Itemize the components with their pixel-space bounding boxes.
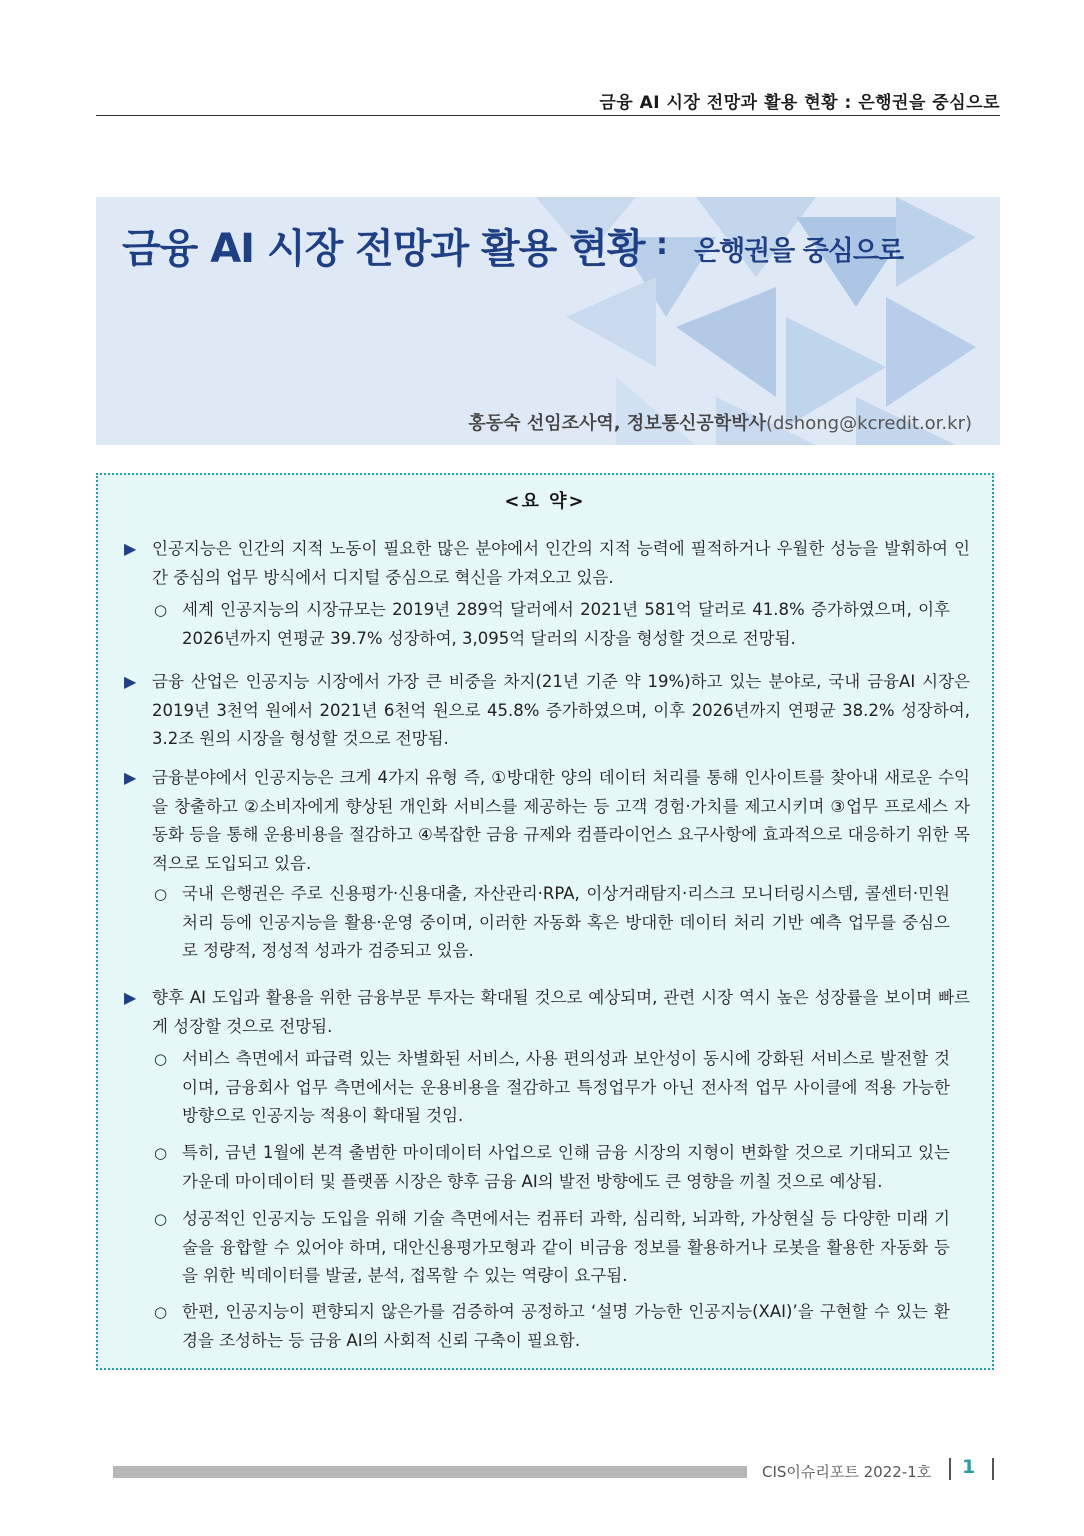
circle-bullet-icon: ○ — [154, 1210, 168, 1228]
running-header: 금융 AI 시장 전망과 활용 현황 : 은행권을 중심으로 — [96, 86, 1000, 116]
summary-sub-item — [154, 596, 950, 653]
bullet-text: 향후 AI 도입과 활용을 위한 금융부문 투자는 확대될 것으로 예상되며, 관련 시장 역시 높은 성장률을 보이며 빠르게 성장할 것으로 전망됨. — [152, 988, 970, 1036]
summary-sub-item — [154, 880, 950, 966]
triangle-bullet-icon: ▶ — [124, 672, 137, 691]
circle-bullet-icon: ○ — [154, 885, 168, 903]
sub-item-text: 한편, 인공지능이 편향되지 않은가를 검증하여 공정하고 ‘설명 가능한 인공지능(XAI)’을 구현할 수 있는 환경을 조성하는 등 금융 AI의 사회적 신뢰 구축이 필요함. — [182, 1302, 950, 1350]
author-line — [468, 409, 972, 435]
triangle-bullet-icon: ▶ — [124, 539, 137, 558]
summary-sub-item — [154, 1045, 950, 1131]
triangle-bullet-icon: ▶ — [124, 988, 137, 1007]
summary-bullet — [124, 984, 970, 1041]
author-email: (dshong@kcredit.or.kr) — [765, 413, 972, 434]
summary-sub-item — [154, 1205, 950, 1291]
title-separator: : — [656, 227, 668, 262]
summary-bullet — [124, 764, 970, 878]
circle-bullet-icon: ○ — [154, 1050, 168, 1068]
summary-sub-item — [154, 1139, 950, 1196]
bullet-text: 인공지능은 인간의 지적 노동이 필요한 많은 분야에서 인간의 지적 능력에 필적하거나 우월한 성능을 발휘하여 인간 중심의 업무 방식에서 디지털 중심으로 혁신을 가져오고 있음. — [152, 539, 970, 587]
footer-divider — [992, 1458, 994, 1480]
summary-sub-item — [154, 1298, 950, 1355]
document-subtitle: 은행권을 중심으로 — [694, 236, 904, 267]
sub-item-text: 세계 인공지능의 시장규모는 2019년 289억 달러에서 2021년 581억 달러로 41.8% 증가하였으며, 이후 2026년까지 연평균 39.7% 성장하여, 3,095억 달러의 시장을 형성할 것으로 전망됨. — [182, 600, 950, 648]
summary-bullet — [124, 535, 970, 592]
sub-item-text: 성공적인 인공지능 도입을 위해 기술 측면에서는 컴퓨터 과학, 심리학, 뇌과학, 가상현실 등 다양한 미래 기술을 융합할 수 있어야 하며, 대안신용평가모형과 같이 비금융 정보를 활용하거나 로봇을 활용한 자동화 등을 위한 빅데이터를 발굴, 분석, 접목할 수 있는 역량이 요구됨. — [182, 1209, 950, 1285]
triangle-bullet-icon: ▶ — [124, 768, 137, 787]
circle-bullet-icon: ○ — [154, 601, 168, 619]
author-name: 홍동숙 선임조사역, 정보통신공학박사 — [468, 413, 766, 434]
circle-bullet-icon: ○ — [154, 1144, 168, 1162]
sub-item-text: 특히, 금년 1월에 본격 출범한 마이데이터 사업으로 인해 금융 시장의 지형이 변화할 것으로 기대되고 있는 가운데 마이데이터 및 플랫폼 시장은 향후 금융 AI의 발전 방향에도 큰 영향을 끼칠 것으로 예상됨. — [182, 1143, 950, 1191]
title-banner — [96, 197, 1000, 445]
summary-bullet — [124, 668, 970, 754]
summary-heading: <요 약> — [504, 491, 586, 512]
circle-bullet-icon: ○ — [154, 1303, 168, 1321]
bullet-text: 금융 산업은 인공지능 시장에서 가장 큰 비중을 차지(21년 기준 약 19%)하고 있는 분야로, 국내 금융AI 시장은 2019년 3천억 원에서 2021년 6천억 원으로 45.8% 증가하였으며, 이후 2026년까지 연평균 38.2% 성장하여, 3.2조 원의 시장을 형성할 것으로 전망됨. — [152, 672, 970, 748]
sub-item-text: 서비스 측면에서 파급력 있는 차별화된 서비스, 사용 편의성과 보안성이 동시에 강화된 서비스로 발전할 것이며, 금융회사 업무 측면에서는 운용비용을 절감하고 특정업무가 아닌 전사적 업무 사이클에 적용 가능한 방향으로 인공지능 적용이 확대될 것임. — [182, 1049, 950, 1125]
summary-box — [96, 473, 994, 1370]
page-number: 1 — [962, 1456, 976, 1478]
sub-item-text: 국내 은행권은 주로 신용평가·신용대출, 자산관리·RPA, 이상거래탐지·리스크 모니터링시스템, 콜센터·민원처리 등에 인공지능을 활용·운영 중이며, 이러한 자동화 혹은 방대한 데이터 처리 기반 예측 업무를 중심으로 정량적, 정성적 성과가 검증되고 있음. — [182, 884, 950, 960]
document-title: 금융 AI 시장 전망과 활용 현황 — [122, 226, 645, 272]
footer-publication: CIS이슈리포트 2022-1호 — [762, 1463, 932, 1481]
footer-bar — [113, 1466, 747, 1478]
bullet-text: 금융분야에서 인공지능은 크게 4가지 유형 즉, ①방대한 양의 데이터 처리를 통해 인사이트를 찾아내 새로운 수익을 창출하고 ②소비자에게 향상된 개인화 서비스를 제공하는 등 고객 경험·가치를 제고시키며 ③업무 프로세스 자동화 등을 통해 운용비용을 절감하고 ④복잡한 금융 규제와 컴플라이언스 요구사항에 효과적으로 대응하기 위한 목적으로 도입되고 있음. — [152, 768, 970, 873]
footer-divider — [949, 1458, 951, 1480]
